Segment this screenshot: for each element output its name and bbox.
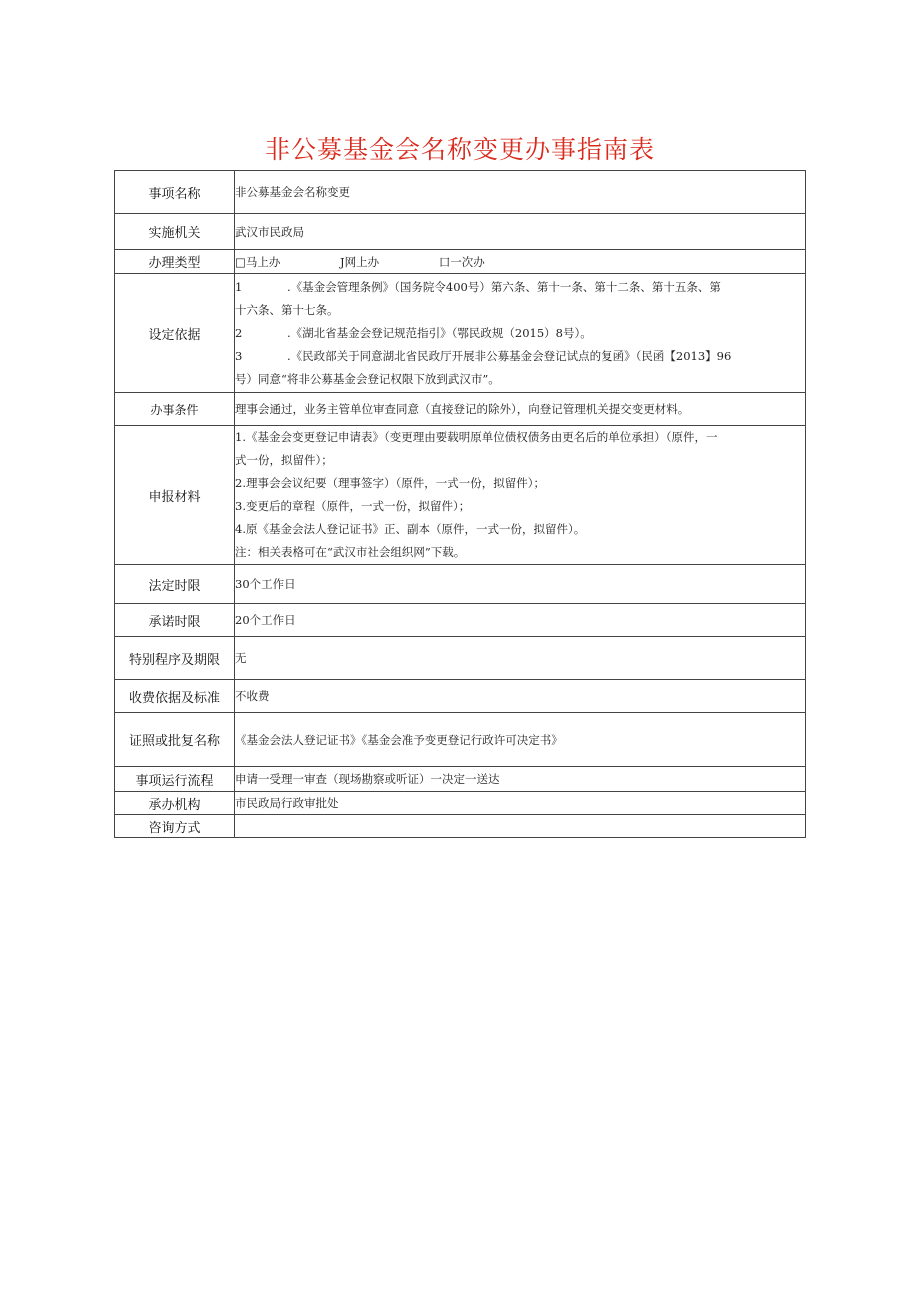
- table-row: [115, 565, 806, 604]
- promised-limit-label: 承诺时限: [115, 604, 235, 637]
- legal-limit-label: 法定时限: [115, 565, 235, 604]
- table-row: [115, 680, 806, 713]
- table-row: [115, 426, 806, 565]
- type-option-immediate: □马上办: [235, 254, 281, 269]
- process-value: 申请一受理一审查（现场勘察或听证）一决定一送达: [235, 767, 806, 792]
- basis-label: 设定依据: [115, 274, 235, 393]
- materials-label: 申报材料: [115, 426, 235, 565]
- type-label: 办理类型: [115, 250, 235, 274]
- basis-value: [235, 274, 806, 393]
- promised-limit-value: 20个工作日: [235, 604, 806, 637]
- table-row: [115, 767, 806, 792]
- type-options: [235, 250, 806, 274]
- basis-item-3: 3 .《民政部关于同意湖北省民政厅开展非公募基金会登记试点的复函》（民函【2013】96: [235, 348, 732, 363]
- table-row: [115, 393, 806, 426]
- fees-value: 不收费: [235, 680, 806, 713]
- table-row: [115, 171, 806, 214]
- handler-value: 市民政局行政审批处: [235, 792, 806, 815]
- guide-table: [114, 170, 806, 838]
- basis-item-3-cont: 号）同意“将非公募基金会登记权限下放到武汉市”。: [235, 371, 500, 386]
- certificate-label: 证照或批复名称: [115, 713, 235, 767]
- conditions-label: 办事条件: [115, 393, 235, 426]
- consult-label: 咨询方式: [115, 815, 235, 838]
- special-value: 无: [235, 637, 806, 680]
- item-name-label: 事项名称: [115, 171, 235, 214]
- special-label: 特别程序及期限: [115, 637, 235, 680]
- handler-label: 承办机构: [115, 792, 235, 815]
- table-row: [115, 214, 806, 250]
- materials-line: 3.变更后的章程（原件，一式一份，拟留件）；: [235, 499, 471, 513]
- table-row: [115, 250, 806, 274]
- table-row: [115, 713, 806, 767]
- materials-line: 2.理事会会议纪要（理事签字）（原件，一式一份，拟留件）；: [235, 476, 545, 490]
- basis-item-1-cont: 十六条、第十七条。: [235, 302, 339, 317]
- basis-item-1: 1 .《基金会管理条例》（国务院令400号）第六条、第十一条、第十二条、第十五条、第: [235, 279, 721, 294]
- table-row: [115, 604, 806, 637]
- materials-line: 4.原《基金会法人登记证书》正、副本（原件，一式一份，拟留件）。: [235, 522, 586, 536]
- certificate-value: 《基金会法人登记证书》《基金会准予变更登记行政许可决定书》: [235, 713, 806, 767]
- type-option-once: 口一次办: [438, 254, 485, 269]
- materials-note: 注：相关表格可在“武汉市社会组织网”下载。: [235, 545, 466, 559]
- conditions-value: 理事会通过，业务主管单位审查同意（直接登记的除外），向登记管理机关提交变更材料。: [235, 393, 806, 426]
- basis-item-2: 2 .《湖北省基金会登记规范指引》（鄂民政规（2015）8号）。: [235, 325, 592, 340]
- materials-line: 式一份，拟留件）；: [235, 453, 333, 467]
- table-row: [115, 792, 806, 815]
- page-title: 非公募基金会名称变更办事指南表: [264, 135, 655, 164]
- item-name-value: 非公募基金会名称变更: [235, 171, 806, 214]
- consult-value: [235, 815, 806, 838]
- table-row: [115, 637, 806, 680]
- materials-value: [235, 426, 806, 565]
- agency-label: 实施机关: [115, 214, 235, 250]
- process-label: 事项运行流程: [115, 767, 235, 792]
- agency-value: 武汉市民政局: [235, 214, 806, 250]
- type-option-online: J网上办: [340, 254, 380, 269]
- legal-limit-value: 30个工作日: [235, 565, 806, 604]
- table-row: [115, 274, 806, 393]
- table-row: [115, 815, 806, 838]
- materials-line: 1.《基金会变更登记申请表》（变更理由要载明原单位债权债务由更名后的单位承担）（原件，一: [235, 430, 718, 444]
- fees-label: 收费依据及标准: [115, 680, 235, 713]
